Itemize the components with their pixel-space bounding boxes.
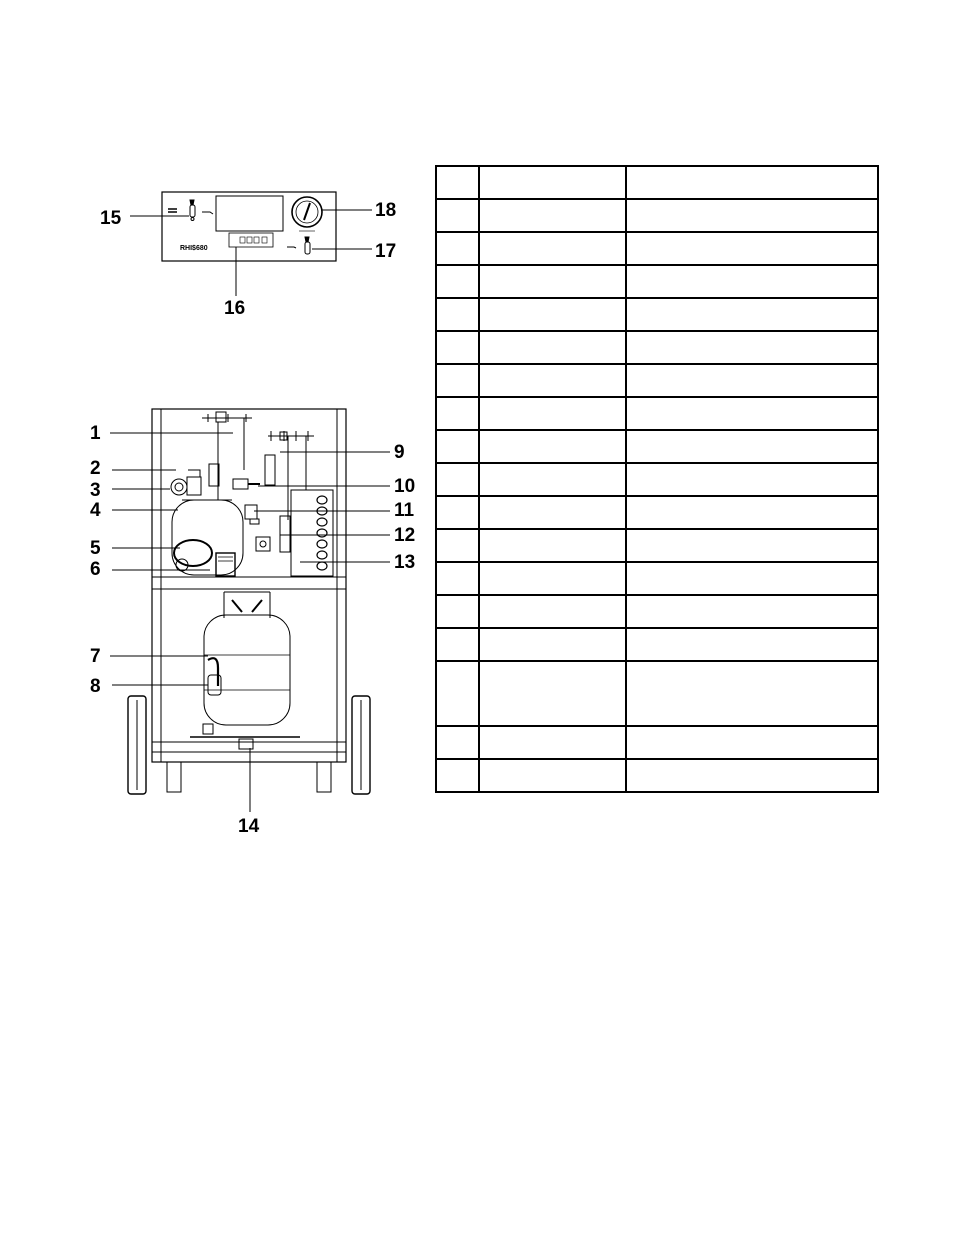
- table-row: [436, 496, 878, 529]
- table-row: [436, 199, 878, 232]
- high-side-valve-icon: [305, 237, 310, 254]
- table-row: [436, 331, 878, 364]
- callout-17: 17: [375, 241, 397, 262]
- table-row: [436, 364, 878, 397]
- table-cell: [436, 166, 479, 199]
- table-cell: [436, 661, 479, 726]
- parts-table: [435, 165, 879, 793]
- table-cell: [626, 562, 878, 595]
- table-row: [436, 463, 878, 496]
- table-cell: [436, 430, 479, 463]
- callout-12: 12: [394, 525, 416, 546]
- table-row: [436, 397, 878, 430]
- callout-2: 2: [90, 458, 101, 479]
- callout-16: 16: [224, 298, 246, 319]
- table-row: [436, 232, 878, 265]
- cart-frame: [152, 409, 346, 762]
- callout-13: 13: [394, 552, 416, 573]
- table-cell: [626, 397, 878, 430]
- table-cell: [479, 265, 626, 298]
- table-cell: [626, 496, 878, 529]
- low-side-valve-icon: [190, 200, 195, 221]
- panel-display-window: [216, 196, 283, 231]
- table-cell: [436, 232, 479, 265]
- table-cell: [626, 331, 878, 364]
- table-cell: [436, 562, 479, 595]
- callout-6: 6: [90, 559, 101, 580]
- callout-10: 10: [394, 476, 416, 497]
- table-cell: [626, 430, 878, 463]
- table-cell: [479, 166, 626, 199]
- callout-9: 9: [394, 442, 405, 463]
- table-cell: [436, 463, 479, 496]
- table-row: [436, 628, 878, 661]
- table-cell: [479, 364, 626, 397]
- table-cell: [479, 595, 626, 628]
- table-cell: [479, 496, 626, 529]
- pressure-gauge-icon: [292, 197, 322, 231]
- table-cell: [626, 232, 878, 265]
- table-cell: [479, 628, 626, 661]
- table-cell: [436, 595, 479, 628]
- table-cell: [626, 529, 878, 562]
- table-cell: [479, 397, 626, 430]
- table-cell: [436, 628, 479, 661]
- table-cell: [626, 661, 878, 726]
- callout-1: 1: [90, 423, 101, 444]
- table-cell: [436, 397, 479, 430]
- table-cell: [626, 628, 878, 661]
- table-row: [436, 595, 878, 628]
- table-cell: [626, 298, 878, 331]
- table-cell: [479, 562, 626, 595]
- table-cell: [436, 298, 479, 331]
- callout-11: 11: [394, 500, 415, 521]
- table-row: [436, 759, 878, 792]
- table-cell: [436, 726, 479, 759]
- table-cell: [479, 463, 626, 496]
- callout-3: 3: [90, 480, 101, 501]
- table-cell: [436, 759, 479, 792]
- callout-18: 18: [375, 200, 397, 221]
- table-row: [436, 166, 878, 199]
- table-cell: [626, 265, 878, 298]
- table-cell: [479, 430, 626, 463]
- callout-14: 14: [238, 816, 260, 837]
- table-cell: [626, 166, 878, 199]
- table-cell: [436, 529, 479, 562]
- table-cell: [479, 232, 626, 265]
- table-cell: [436, 265, 479, 298]
- callout-5: 5: [90, 538, 101, 559]
- table-cell: [626, 759, 878, 792]
- callout-7: 7: [90, 646, 101, 667]
- table-cell: [479, 726, 626, 759]
- table-row: [436, 726, 878, 759]
- callout-4: 4: [90, 500, 101, 521]
- callout-8: 8: [90, 676, 101, 697]
- table-cell: [436, 199, 479, 232]
- table-row: [436, 562, 878, 595]
- table-cell: [479, 199, 626, 232]
- table-cell: [436, 364, 479, 397]
- table-row: [436, 661, 878, 726]
- table-cell: [436, 331, 479, 364]
- table-cell: [479, 759, 626, 792]
- table-cell: [436, 496, 479, 529]
- table-cell: [479, 298, 626, 331]
- table-cell: [479, 529, 626, 562]
- table-cell: [626, 726, 878, 759]
- table-cell: [626, 463, 878, 496]
- table-cell: [626, 199, 878, 232]
- table-cell: [479, 661, 626, 726]
- table-row: [436, 298, 878, 331]
- callout-15: 15: [100, 208, 122, 229]
- panel-model-label: RHI$680: [180, 245, 208, 252]
- table-row: [436, 430, 878, 463]
- table-cell: [479, 331, 626, 364]
- panel-keypad: [229, 233, 273, 247]
- table-cell: [626, 364, 878, 397]
- table-row: [436, 529, 878, 562]
- table-row: [436, 265, 878, 298]
- table-cell: [626, 595, 878, 628]
